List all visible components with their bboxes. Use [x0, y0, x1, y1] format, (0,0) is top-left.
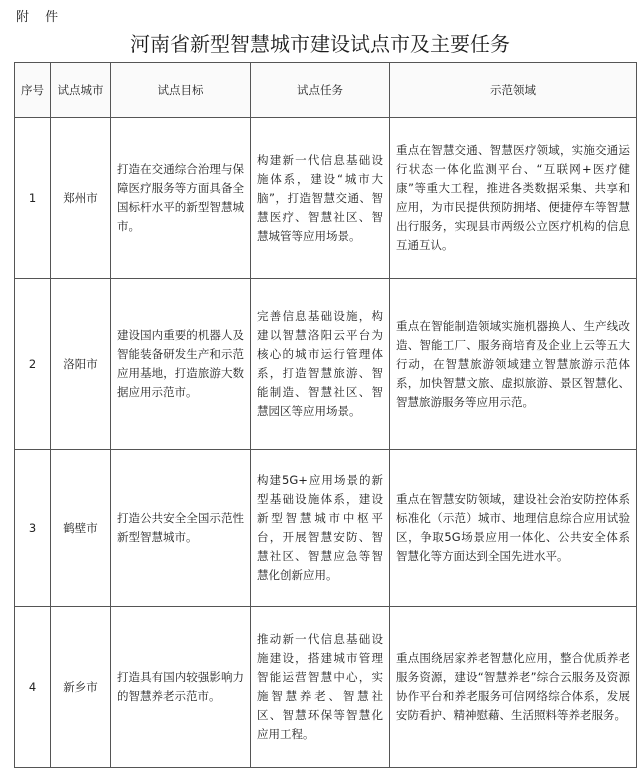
goal-text: 打造具有国内较强影响力的智慧养老示范市。 — [117, 670, 244, 703]
field-text: 重点在智慧安防领域，建设社会治安防控体系标准化（示范）城市、地理信息综合应用试验区，争取5G场景应用一体化、公共安全体系智慧化等方面达到全国先进水平。 — [396, 492, 630, 563]
header-city: 试点城市 — [51, 63, 111, 118]
row-goal — [111, 118, 251, 279]
task-text: 构建新一代信息基础设施体系，建设“城市大脑”，打造智慧交通、智慧医疗、智慧社区、智慧城管等应用场景。 — [257, 152, 383, 243]
row-seq: 1 — [15, 118, 51, 279]
row-seq: 2 — [15, 279, 51, 450]
table-row — [15, 279, 637, 450]
field-text: 重点围绕居家养老智慧化应用，整合优质养老服务资源，建设“智慧养老”综合云服务及资源协作平台和养老服务可信网络综合体系，发展安防看护、精神慰藉、生活照料等养老服务。 — [396, 651, 630, 722]
row-field — [390, 607, 637, 768]
row-task — [251, 450, 390, 607]
task-text: 推动新一代信息基础设施建设，搭建城市管理智能运营智慧中心，实施智慧养老、智慧社区、智慧环保等智慧化应用工程。 — [257, 632, 383, 741]
row-goal — [111, 607, 251, 768]
table-row — [15, 607, 637, 768]
row-seq: 4 — [15, 607, 51, 768]
goal-text: 打造在交通综合治理与保障医疗服务等方面具备全国标杆水平的新型智慧城市。 — [117, 162, 244, 233]
row-task — [251, 279, 390, 450]
table-row — [15, 118, 637, 279]
field-text: 重点在智慧交通、智慧医疗领域，实施交通运行状态一体化监测平台、“互联网+医疗健康”等重大工程，推进各类数据采集、共享和应用，为市民提供预防拥堵、便捷停车等智慧出行服务，实现县市两级公立医疗机构的信息互通互认。 — [396, 143, 630, 252]
row-field — [390, 450, 637, 607]
row-goal — [111, 450, 251, 607]
field-text: 重点在智能制造领域实施机器换人、生产线改造、智能工厂、服务商培育及企业上云等五大行动，在智慧旅游领域建立智慧旅游示范体系，加快智慧文旅、虚拟旅游、景区智慧化、智慧旅游服务等应用示范。 — [396, 318, 630, 409]
task-text: 构建5G+应用场景的新型基础设施体系，建设新型智慧城市中枢平台，开展智慧安防、智慧社区、智慧应急等智慧化创新应用。 — [257, 473, 383, 582]
row-city: 洛阳市 — [51, 279, 111, 450]
row-seq: 3 — [15, 450, 51, 607]
page-title: 河南省新型智慧城市建设试点市及主要任务 — [130, 32, 510, 56]
header-goal: 试点目标 — [111, 63, 251, 118]
row-task — [251, 607, 390, 768]
annex-label: 附 件 — [16, 10, 65, 25]
row-goal — [111, 279, 251, 450]
row-task — [251, 118, 390, 279]
table-row — [15, 450, 637, 607]
row-city: 郑州市 — [51, 118, 111, 279]
row-field — [390, 279, 637, 450]
goal-text: 建设国内重要的机器人及智能装备研发生产和示范应用基地，打造旅游大数据应用示范市。 — [117, 328, 244, 399]
pilot-cities-table — [14, 62, 637, 768]
table-header-row — [15, 63, 637, 118]
row-city: 鹤壁市 — [51, 450, 111, 607]
header-field: 示范领域 — [390, 63, 637, 118]
header-seq: 序号 — [15, 63, 51, 118]
task-text: 完善信息基础设施，构建以智慧洛阳云平台为核心的城市运行管理体系，打造智慧旅游、智能制造、智慧社区、智慧园区等应用场景。 — [257, 309, 383, 418]
goal-text: 打造公共安全全国示范性新型智慧城市。 — [117, 511, 244, 544]
row-city: 新乡市 — [51, 607, 111, 768]
row-field — [390, 118, 637, 279]
header-task: 试点任务 — [251, 63, 390, 118]
